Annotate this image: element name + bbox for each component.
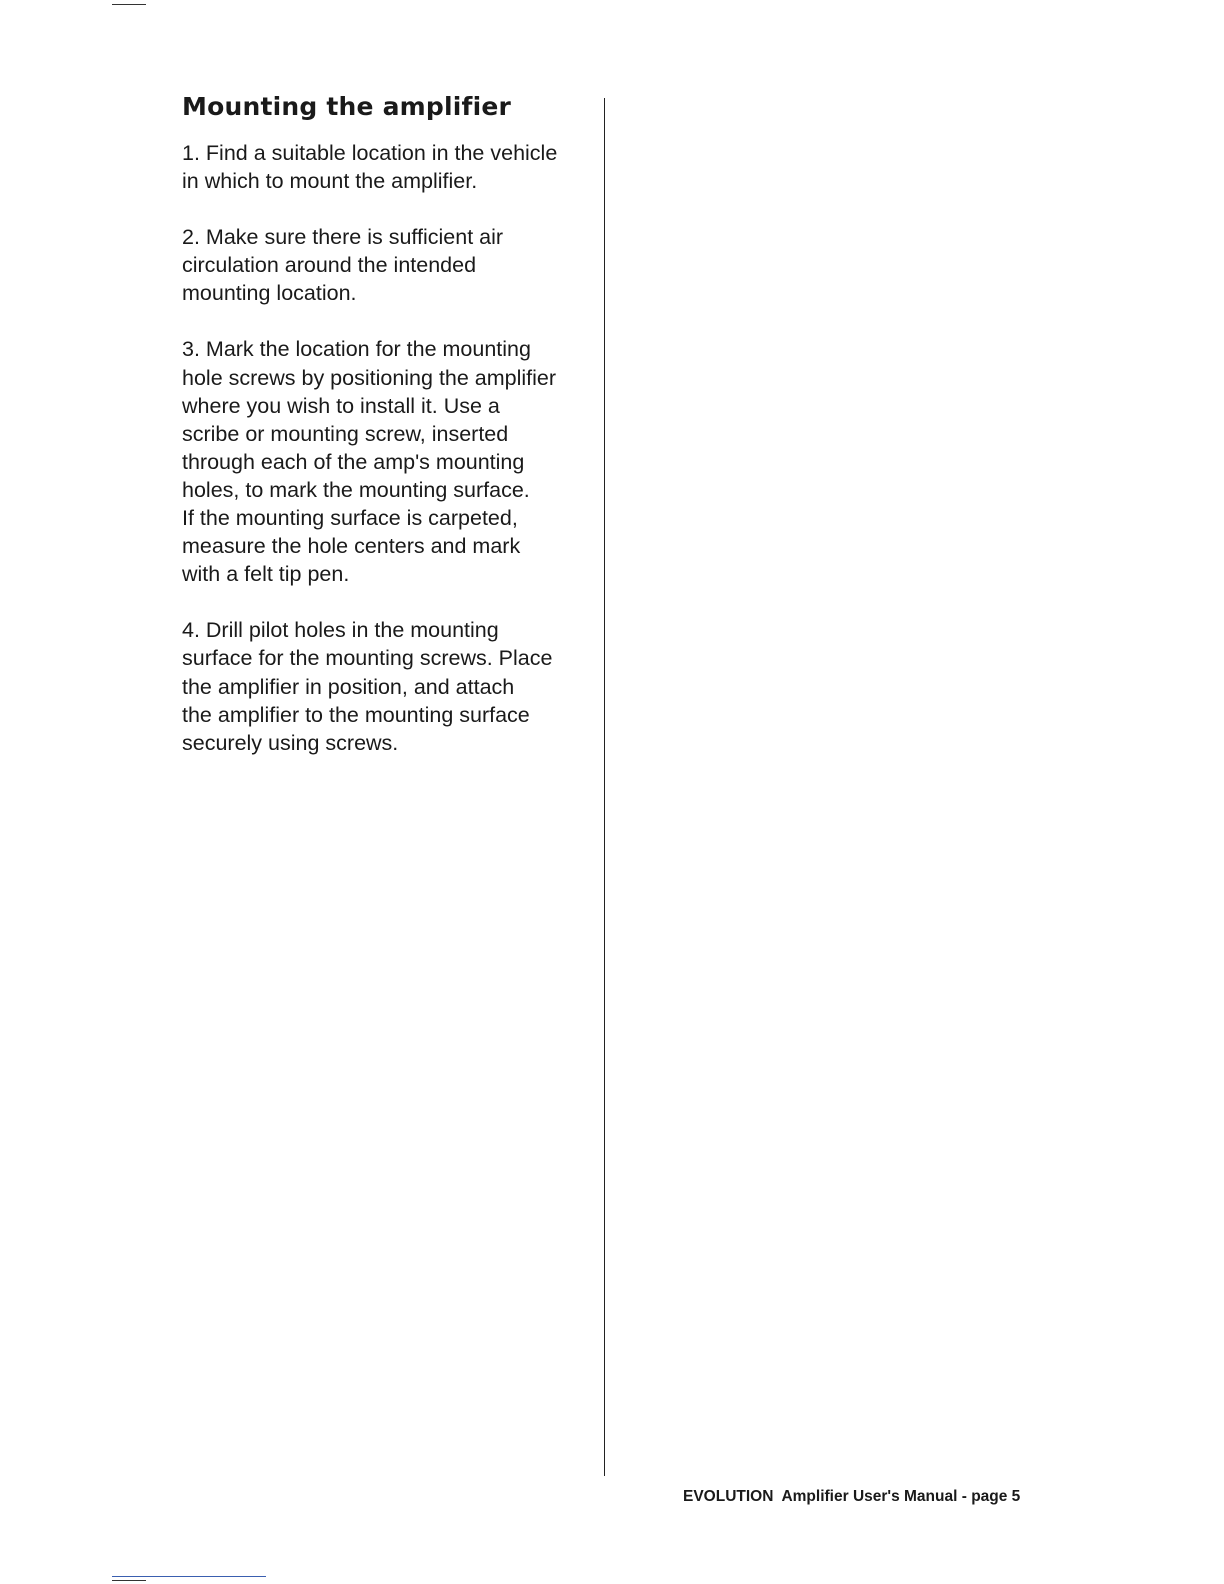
- section-title: Mounting the amplifier: [182, 92, 512, 121]
- step-4: 4. Drill pilot holes in the mounting surface for the mounting screws. Place the amplifier in position, and attach the amplifier to the mounting surface securely using screws.: [182, 618, 553, 755]
- column-divider: [604, 98, 605, 1476]
- step-2: 2. Make sure there is sufficient air circulation around the intended mounting location.: [182, 225, 504, 306]
- left-column: [182, 92, 582, 785]
- crop-mark-bottom-stub: [112, 1580, 146, 1581]
- page-footer: EVOLUTION Amplifier User's Manual - page 5: [683, 1488, 1021, 1505]
- step-3: 3. Mark the location for the mounting hole screws by positioning the amplifier where you wish to install it. Use a scribe or mounting screw, inserted through each of the amp's mounting holes, to mark the mounting surface. If the mounting surface is carpeted, measure the hole centers and mark with a felt tip pen.: [182, 337, 557, 587]
- crop-mark-bottom: [112, 1576, 266, 1577]
- step-1: 1. Find a suitable location in the vehicle in which to mount the amplifier.: [182, 141, 558, 194]
- crop-mark-top: [112, 4, 146, 5]
